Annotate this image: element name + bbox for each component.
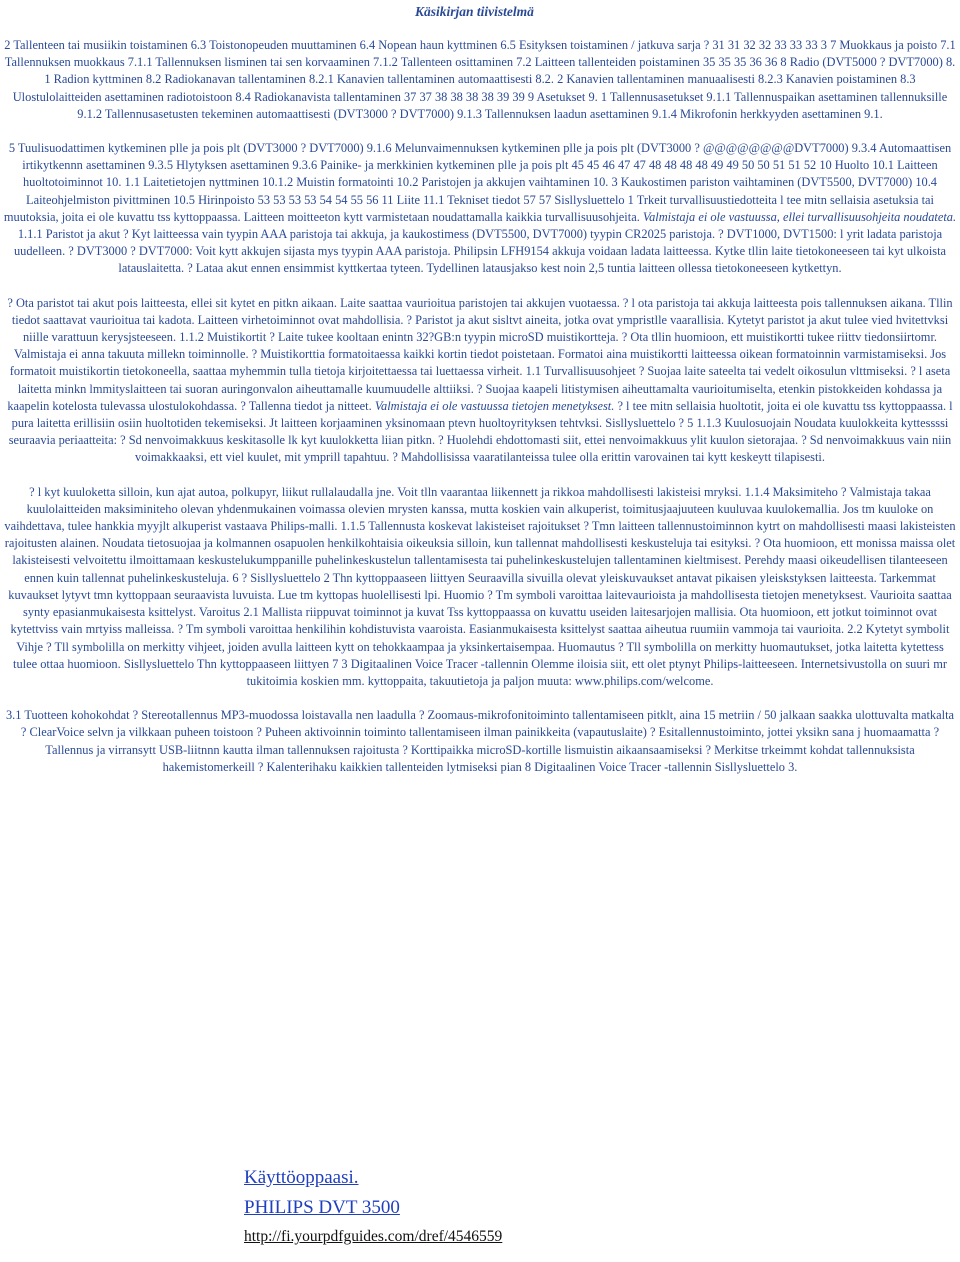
paragraph-paristot: 1.1.1 Paristot ja akut ? Kyt laitteessa vain tyypin AAA paristoja tai akkuja, ja kaukostimess (DVT5500, DVT7000) tyypin CR2025 paristoja. ? DVT1000, DVT1500: l yrit ladata paristoja uudelleen. ? DVT3000 ? DVT7000: Voit kytt akkujen sijasta mys tyypin AAA paristoja. Philipsin LFH9154 akkuja voidaan ladata laitteessa. Kytke tllin laite tietokoneeseen tai kyt ulkoista latauslaitetta. ? Lataa akut ennen ensimmist kyttkertaa tyteen. Tydellinen latausjakso kest noin 2,5 tuntia laitteen ollessa tietokoneeseen kytkettyn. (13, 227, 947, 276)
paragraph-kuulokkeet: ? l kyt kuuloketta silloin, kun ajat autoa, polkupyr, liikut rullalaudalla jne. Voit tlln vaarantaa liikennett ja rikkoa mahdollisesti lakisteisi mryksi. 1.1.4 Maksimiteho ? Valmistaja takaa kuulolaitteiden maksiminiteho olevan yhdenmukainen voimassa olevien mrysten kanssa, mutta koskien vain alkuperist, toimitusjaajuuteen kuuluvaa kuulokemallia. Jos tm kuuloke on vaihdettava, tulee hankkia myyjlt alkuperist vastaava Philips-malli. 1.1.5 Tallennusta koskevat lakisteiset rajoitukset ? Tmn laitteen tallennustoiminnon kytrt on mahdollisesti maasi lakisteisten rajoitusten alainen. Noudata tietosuojaa ja kolmannen osapuolen henkilkohtaisia oikeuksia silloin, kun tallennat mahdollisesti keskusteluja tai esityksi. ? Ota huomioon, ett monissa maissa olet lakisteisesti velvoitettu ilmoittamaan keskustelukumppanille puhelinkeskustelun tallentamisesta tai puhelinkeskustelujen tallentaminen kieltmisest. Perehdy maasi oikeudellisen tilanteeseen ennen kuin tallennat puhelinkeskusteluja. 6 ? Sisllysluettelo 2 Thn kyttoppaaseen liittyen Seuraavilla sivuilla olevat yleiskuvaukset antavat pikaisen yleiskstyksen laitteesta. Tarkemmat kuvaukset lytyvt tmn kyttoppaan seuraavista luvuista. Lue tm kyttopas huolellisesti lpi. Huomio ? Tm symboli varoittaa laitevaurioista ja mahdollisesta tietojen menetyksest. Vaurioita saattaa synty epasianmukaisesta ksittelyst. Varoitus 2.1 Mallista riippuvat toiminnot ja kuvat Tss kyttoppaassa on kuvattu useiden laitesarjojen mallisia. Ota huomioon, ett jotkut toiminnot ovat kytettviss vain mrtyiss malleissa. ? Tm symboli varoittaa henkilihin kohdistuvista vaaroista. Easianmukaisesta ksittelyst saattaa aiheutua ruumiin vammoja tai vaurioita. 2.2 Kytetyt symbolit Vihje ? Tll symbolilla on merkitty vihjeet, joiden avulla laitteen kytt on tehokkaampaa ja yksinkertaisempaa. Huomautus ? Tll symbolilla on merkitty huomautukset, jotka laitetta kytettess tulee ottaa huomioon. Sisllysluettelo Thn kyttoppaaseen liittyen 7 3 Digitaalinen Voice Tracer -tallennin Olemme iloisia siit, ett olet ptynyt Philips-laitteeseen. Internetsivustolla on suuri mr tukitoimia koskien mm. kyttoppaita, takuutietoja ja paljon muuta: www.philips.com/welcome. (4, 484, 956, 688)
paragraph-muistikortit: ? Ota paristot tai akut pois laitteesta, ellei sit kytet en pitkn aikaan. Laite saattaa vaurioitua paristojen tai akkujen vuotaessa. ? l ota paristoja tai akkuja laitteesta pois tallennuksen aikana. Tllin tiedot saattavat vaurioitua tai kadota. Laitteen virhetoiminnot ovat mahdollisia. ? Paristot ja akut sisltvt aineita, jotka ovat ympristlle vaarallisia. Kytetyt paristot ja akut tulee vied hvitettvksi niille varattuun kerysjsteeseen. 1.1.2 Muistikortit ? Laite tukee kooltaan enintn 32?GB:n tyypin microSD muistikortteja. ? Ota tllin huomioon, ett muistikortti tukee riittv tiedonsiirtomr. Valmistaja ei anna takuuta millekn toiminnolle. ? Muistikorttia formatoitaessa kaikki kortin tiedot poistetaan. Formatoi aina muistikortti laitteessa oikean formatoinnin varmistamiseksi. Jos formatoit muistikortin tietokoneella, saattaa myhemmin tulla tietoja kirjoitettaessa tai luettaessa virheit. 1.1 Turvallisuusohjeet ? Suojaa laite sateelta tai vedelt oikosulun vlttmiseksi. ? l aseta laitetta minkn lmmityslaitteen tai suoran auringonvalon aiheuttamalle kuumuudelle alttiiksi. ? Suojaa kaapeli litistymisen aiheuttamalta vaurioitumiselta, etenkin pistokkeiden kohdassa ja kaapelin kotelosta tulevassa ulostulokohdassa. ? Tallenna tiedot ja nitteet. (7, 295, 953, 413)
paragraph-valmistaja-italic: Valmistaja ei ole vastuussa, ellei turvallisuusohjeita noudateta. (642, 209, 957, 224)
paragraph-tuotteen-kohokohdat: 3.1 Tuotteen kohokohdat ? Stereotallennus MP3-muodossa loistavalla nen laadulla ? Zoomaus-mikrofonitoiminto tallentamiseen pitklt, aina 15 metriin / 50 jalkaan saakka ulottuvalta matkalta ? ClearVoice selvn ja vilkkaan puheen toistoon ? Puheen aktivoinnin toiminto tallentamiseen ilman painikkeita (vapautuslaite) ? Esitallennustoiminto, jottei yksikn sana j huomaamatta ? Tallennus ja virransytt USB-liitnnn kautta ilman tallennuksen rajoitusta ? Korttipaikka microSD-kortille lismuistin aikaansaamiseksi ? Merkitse trkeimmt kohdat tallennuksista hakemistomerkeill ? Kalenterihaku kaikkien tallenteiden lytmiseksi pian 8 Digitaalinen Voice Tracer -tallennin Sisllysluettelo 3. (5, 708, 955, 774)
manual-link[interactable]: Käyttöoppaasi. (244, 1167, 359, 1188)
paragraph-turvallisuusohjeet-italic: Valmistaja ei ole vastuussa tietojen menetyksest. (374, 398, 615, 413)
source-url-link[interactable]: http://fi.yourpdfguides.com/dref/4546559 (244, 1228, 503, 1245)
paragraph-tuulisuodatin: 5 Tuulisuodattimen kytkeminen plle ja pois plt (DVT3000 ? DVT7000) 9.1.6 Melunvaimennuksen kytkeminen plle ja pois plt (DVT3000 ? @@@@@@@@DVT7000) 9.3.4 Automaattisen irtikytkennn asettaminen 9.3.5 Hlytyksen asettaminen 9.3.6 Painike- ja merkkinien kytkeminen plle ja pois plt 45 45 46 47 47 48 48 48 48 49 49 50 50 51 51 52 10 Huolto 10.1 Laitteen huoltotoiminnot 10. 1.1 Laitetietojen nyttminen 10.1.2 Muistin formatointi 10.2 Paristojen ja akkujen vaihtaminen 10. 3 Kaukostimen pariston vaihtaminen (DVT5500, DVT7000) 10.4 Laiteohjelmiston pivittminen 10.5 Hirinpoisto 53 53 53 53 54 54 55 56 11 Liite 11.1 Tekniset tiedot 57 57 Sisllysluettelo 1 Trkeit turvallisuustiedotteita l tee mitn sellaisia asetuksia tai muutoksia, joita ei ole kuvattu tss kyttoppaassa. Laitteen moitteeton kytt varmistetaan noudattamalla kaikkia turvallisuusohjeita. (3, 141, 952, 224)
page-title: Käsikirjan tiivistelmä (415, 4, 534, 19)
toc-text: 2 Tallenteen tai musiikin toistaminen 6.3 Toistonopeuden muuttaminen 6.4 Nopean haun kyttminen 6.5 Esityksen toistaminen / jatkuva sarja ? 31 31 32 32 33 33 33 3 7 Muokkaus ja poisto 7.1 Tallennuksen muokkaus 7.1.1 Tallennuksen lisminen tai sen korvaaminen 7.1.2 Tallenteen osittaminen 7.2 Laitteen tallenteiden poistaminen 35 35 35 36 36 8 Radio (DVT5000 ? DVT7000) 8. 1 Radion kyttminen 8.2 Radiokanavan tallentaminen 8.2.1 Kanavien tallentaminen automaattisesti 8.2. 2 Kanavien tallentaminen manuaalisesti 8.2.3 Kanavien poistaminen 8.3 Ulostulolaitteiden asettaminen radiotoistoon 8.4 Radiokanavista tallentaminen 37 37 38 38 38 38 39 39 9 Asetukset 9. 1 Tallennusasetukset 9.1.1 Tallennuspaikan asettaminen tallennuksille 9.1.2 Tallennusasetusten tekeminen automaattisesti (DVT3000 ? DVT7000) 9.1.3 Tallennuksen laadun asettaminen 9.1.4 Mikrofonin herkkyyden asettaminen 9.1. (4, 38, 956, 121)
paragraph-kuuloturva: ? l tee mitn sellaisia huoltotit, joita ei ole kuvattu tss kyttoppaassa. l pura laitetta erillisiin osiin huoltotiden tekemiseksi. Jt laitteen korjaaminen yksinomaan ptevn huoltoyrityksen tehtvksi. Sisllysluettelo ? 5 1.1.3 Kuulosuojain Noudata kuulokkeita kyttessssi seuraavia periaatteita: ? Sd nenvoimakkuus keskitasolle lk kyt kuulokketta liian pitkn. ? Huolehdi ehdottomasti siit, ettei nenvoimakkuus ylit kuulon sietorajaa. ? Sd nenvoimakkuus vain niin voimakkaaksi, ett viel kuulet, mit ymprill tapahtuu. ? Mahdollisissa vaaratilanteissa tulee olla erittin varovainen tai kytt keskeytt tilapisesti. (8, 398, 953, 465)
footer-links (244, 1164, 744, 1248)
document-body (3, 37, 957, 793)
product-model-link[interactable]: PHILIPS DVT 3500 (244, 1197, 400, 1218)
